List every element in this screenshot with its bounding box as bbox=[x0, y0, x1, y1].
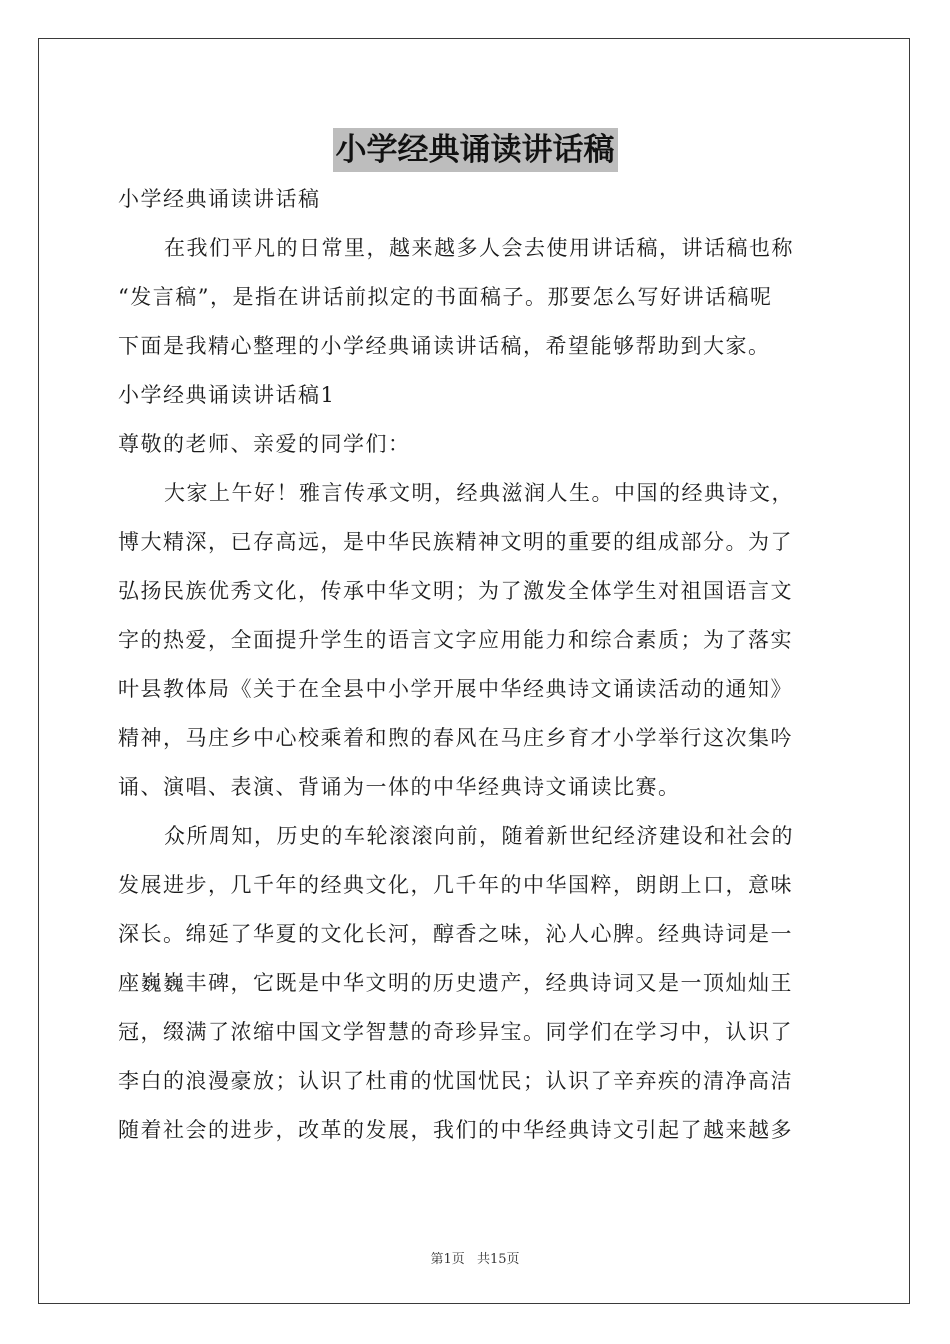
text-line: 小学经典诵读讲话稿1 bbox=[118, 383, 336, 407]
text-line: 冠，缀满了浓缩中国文学智慧的奇珍异宝。同学们在学习中，认识了 bbox=[118, 1020, 793, 1044]
page-number: 第1页 bbox=[430, 1252, 465, 1267]
text-line: 字的热爱，全面提升学生的语言文字应用能力和综合素质；为了落实 bbox=[118, 628, 793, 652]
text-line: 弘扬民族优秀文化，传承中华文明；为了激发全体学生对祖国语言文 bbox=[118, 579, 793, 603]
title-container bbox=[0, 128, 950, 172]
text-line: 小学经典诵读讲话稿 bbox=[118, 187, 321, 211]
text-line: 众所周知，历史的车轮滚滚向前，随着新世纪经济建设和社会的 bbox=[164, 824, 794, 848]
text-line: 深长。绵延了华夏的文化长河，醇香之味，沁人心脾。经典诗词是一 bbox=[118, 922, 793, 946]
text-line: 随着社会的进步，改革的发展，我们的中华经典诗文引起了越来越多 bbox=[118, 1118, 793, 1142]
text-line: 诵、演唱、表演、背诵为一体的中华经典诗文诵读比赛。 bbox=[118, 775, 681, 799]
text-line: 叶县教体局《关于在全县中小学开展中华经典诗文诵读活动的通知》 bbox=[118, 677, 793, 701]
text-line: 精神，马庄乡中心校乘着和煦的春风在马庄乡育才小学举行这次集吟 bbox=[118, 726, 793, 750]
text-line: 发展进步，几千年的经典文化，几千年的中华国粹，朗朗上口，意味 bbox=[118, 873, 793, 897]
text-line: 李白的浪漫豪放；认识了杜甫的忧国忧民；认识了辛弃疾的清净高洁 bbox=[118, 1069, 793, 1093]
text-line: 座巍巍丰碑，它既是中华文明的历史遗产，经典诗词又是一顶灿灿王 bbox=[118, 971, 793, 995]
text-line: 尊敬的老师、亲爱的同学们： bbox=[118, 432, 411, 456]
text-line: 下面是我精心整理的小学经典诵读讲话稿，希望能够帮助到大家。 bbox=[118, 334, 771, 358]
text-line: 在我们平凡的日常里，越来越多人会去使用讲话稿，讲话稿也称 bbox=[164, 236, 794, 260]
page-footer bbox=[0, 1248, 950, 1267]
page-total: 共15页 bbox=[476, 1252, 520, 1267]
document-body bbox=[118, 175, 834, 1155]
text-line: 大家上午好！雅言传承文明，经典滋润人生。中国的经典诗文， bbox=[164, 481, 794, 505]
document-title: 小学经典诵读讲话稿 bbox=[333, 128, 618, 172]
text-line: 博大精深，已存高远，是中华民族精神文明的重要的组成部分。为了 bbox=[118, 530, 793, 554]
text-line: “发言稿”，是指在讲话前拟定的书面稿子。那要怎么写好讲话稿呢 bbox=[118, 285, 773, 309]
